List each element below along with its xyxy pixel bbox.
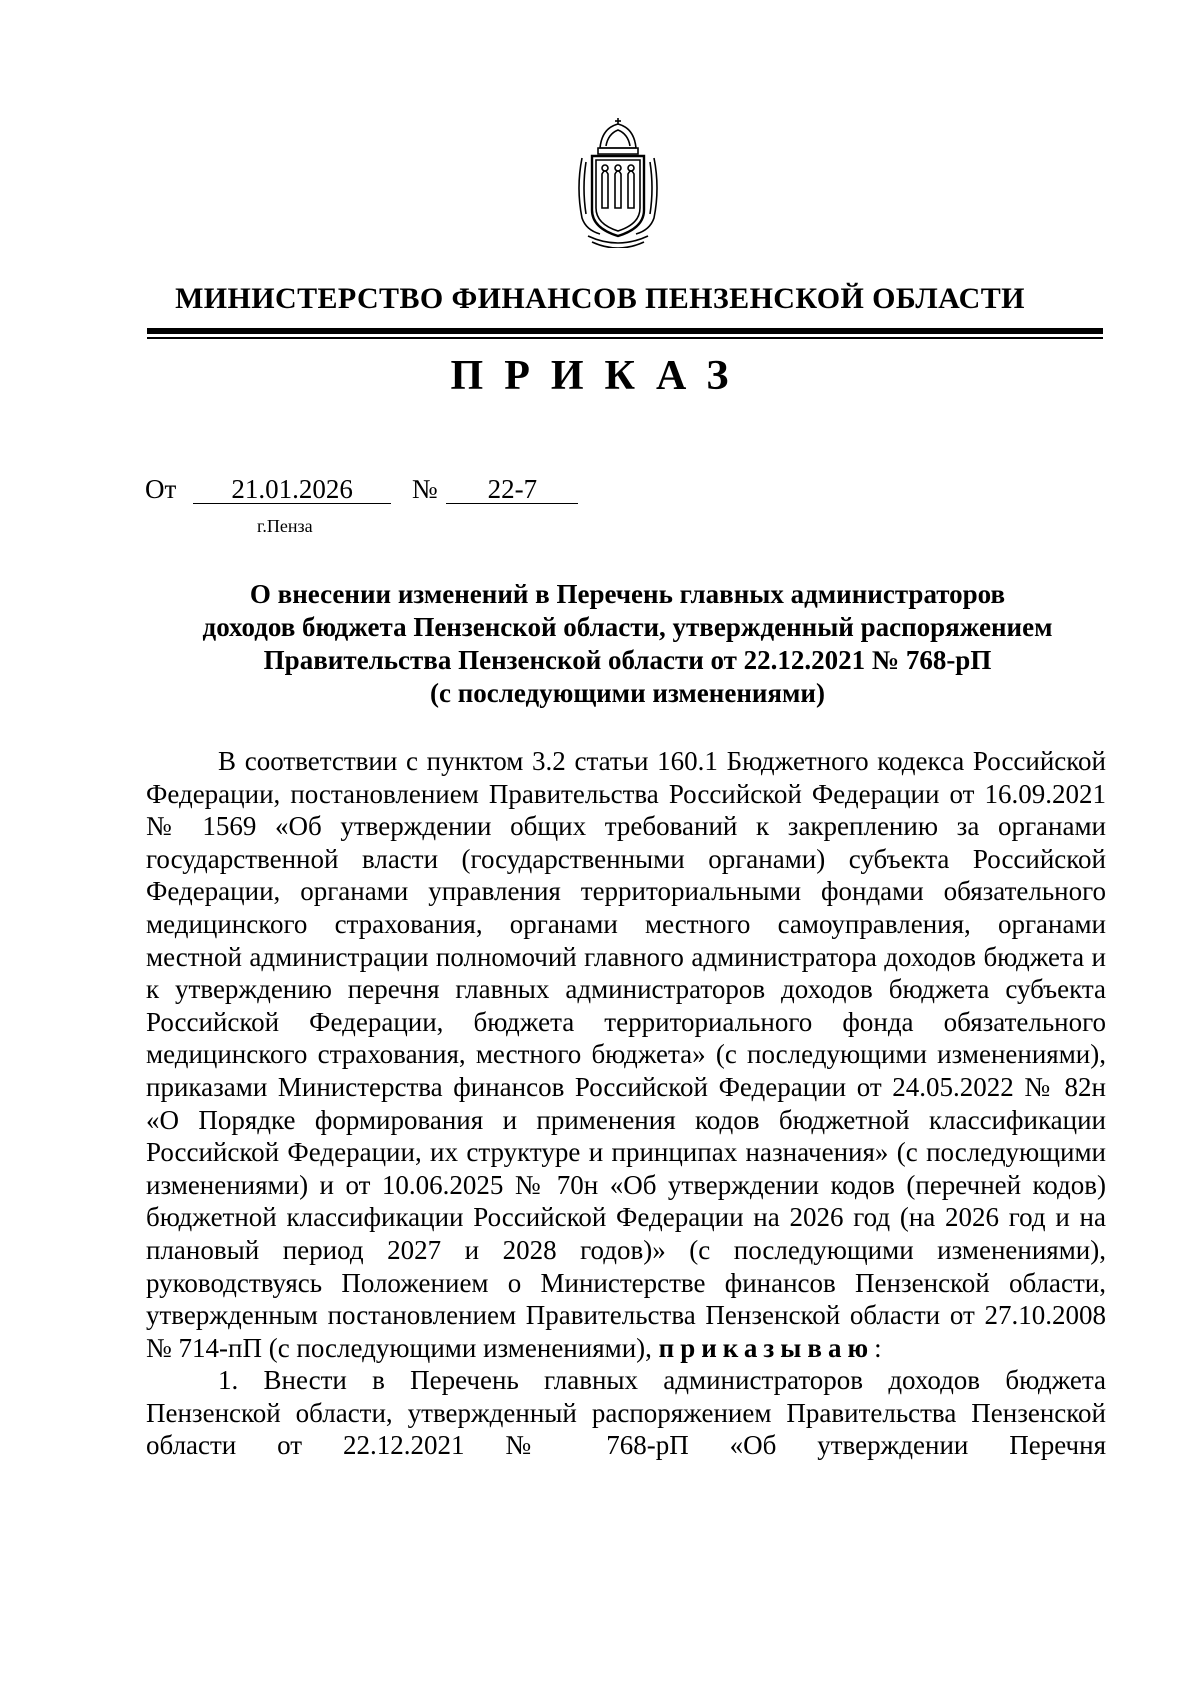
- preamble-text: В соответствии с пунктом 3.2 статьи 160.1 Бюджетного кодекса Российской Федерации, постановлением Правительства Российской Федерации от 16.09.2021 № 1569 «Об утверждении общих требований к закреплению за органами государственной власти (государственными органами) субъекта Российской Федерации, органами управления территориальными фондами обязательного медицинского страхования, органами местного самоуправления, органами местной администрации полномочий главного администратора доходов бюджета и к утверждению перечня главных администраторов доходов бюджета субъекта Российской Федерации, бюджета территориального фонда обязательного медицинского страхования, местного бюджета» (с последующими изменениями), приказами Министерства финансов Российской Федерации от 24.05.2022 № 82н «О Порядке формирования и применения кодов бюджетной классификации Российской Федерации, их структуре и принципах назначения» (с последующими изменениями) и от 10.06.2025 № 70н «Об утверждении кодов (перечней кодов) бюджетной классификации Российской Федерации на 2026 год (на 2026 год и на плановый период 2027 и 2028 годов)» (с последующими изменениями), руководствуясь Положением о Министерстве финансов Пензенской области, утвержденным постановлением Правительства Пензенской области от 27.10.2008 № 714-пП (с последующими изменениями),: [146, 746, 1106, 1363]
- item-paragraph: [146, 1364, 1106, 1462]
- header-divider-thick: [147, 328, 1103, 334]
- order-colon: :: [874, 1332, 882, 1363]
- subject-line: Правительства Пензенской области от 22.12.2021 № 768-рП: [263, 645, 992, 675]
- document-number: 22-7: [446, 475, 578, 504]
- coat-of-arms-icon: [572, 118, 664, 248]
- city-label: г.Пенза: [257, 516, 313, 536]
- ministry-title: МИНИСТЕРСТВО ФИНАНСОВ ПЕНЗЕНСКОЙ ОБЛАСТИ: [175, 282, 1025, 315]
- preamble-paragraph: [146, 745, 1106, 1364]
- item-1-text: 1. Внести в Перечень главных администраторов доходов бюджета Пензенской области, утвержденный распоряжением Правительства Пензенской области от 22.12.2021 № 768-рП «Об утверждении Перечня: [146, 1365, 1106, 1461]
- subject-line: доходов бюджета Пензенской области, утвержденный распоряжением: [202, 612, 1053, 642]
- document-subject: [150, 578, 1105, 710]
- document-body: [146, 745, 1106, 1462]
- document-date: 21.01.2026: [193, 475, 391, 504]
- date-prefix: От: [145, 474, 177, 504]
- document-type-title: ПРИКАЗ: [450, 353, 750, 399]
- number-prefix: №: [411, 474, 438, 504]
- order-word: приказываю: [658, 1332, 875, 1363]
- subject-line: (с последующими изменениями): [430, 678, 825, 708]
- header-divider-thin: [147, 337, 1103, 339]
- date-number-line: [145, 474, 578, 505]
- subject-line: О внесении изменений в Перечень главных администраторов: [249, 579, 1006, 609]
